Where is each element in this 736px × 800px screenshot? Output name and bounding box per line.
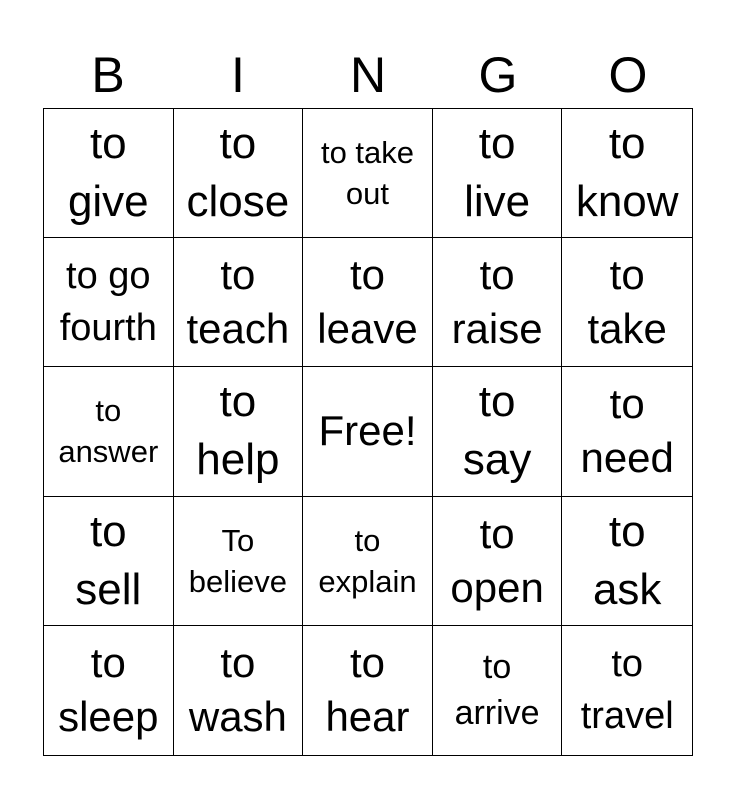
cell-text: to arrive <box>454 648 540 733</box>
cell-text: to raise <box>451 251 543 353</box>
bingo-cell[interactable] <box>562 238 692 367</box>
free-space-text: Free! <box>318 407 417 455</box>
header-letter-n: N <box>349 47 387 103</box>
header-letter-b: B <box>91 47 125 103</box>
bingo-cell[interactable] <box>303 238 433 367</box>
cell-text: to live <box>464 119 531 227</box>
bingo-cell[interactable] <box>562 367 692 496</box>
bingo-cell[interactable] <box>174 238 304 367</box>
bingo-grid <box>43 108 693 756</box>
bingo-cell[interactable] <box>562 626 692 755</box>
cell-text: To believe <box>188 522 288 599</box>
free-space-cell[interactable] <box>303 367 433 496</box>
header-letter-o: O <box>608 47 648 103</box>
cell-text: to leave <box>317 251 418 353</box>
cell-text: to wash <box>188 639 287 741</box>
cell-text: to travel <box>580 643 674 738</box>
bingo-cell[interactable] <box>433 238 563 367</box>
cell-text: to sleep <box>58 639 159 741</box>
header-letter-g: G <box>478 47 518 103</box>
bingo-cell[interactable] <box>562 109 692 238</box>
bingo-header <box>43 44 693 106</box>
bingo-cell[interactable] <box>303 497 433 626</box>
bingo-cell[interactable] <box>174 109 304 238</box>
cell-text: to take <box>587 251 667 353</box>
bingo-cell[interactable] <box>44 367 174 496</box>
header-letter-i: I <box>231 47 245 103</box>
bingo-cell[interactable] <box>174 367 304 496</box>
cell-text: to help <box>196 377 280 485</box>
bingo-cell[interactable] <box>44 626 174 755</box>
bingo-cell[interactable] <box>174 626 304 755</box>
cell-text: to explain <box>318 522 417 599</box>
cell-text: to open <box>450 509 544 611</box>
bingo-cell[interactable] <box>303 626 433 755</box>
bingo-cell[interactable] <box>433 367 563 496</box>
bingo-cell[interactable] <box>433 109 563 238</box>
cell-text: to know <box>575 119 679 227</box>
cell-text: to sell <box>75 506 142 614</box>
bingo-cell[interactable] <box>433 497 563 626</box>
bingo-cell[interactable] <box>44 238 174 367</box>
cell-text: to give <box>67 119 149 227</box>
cell-text: to take out <box>320 135 415 212</box>
cell-text: to hear <box>325 639 410 741</box>
cell-text: to close <box>186 119 290 227</box>
bingo-cell[interactable] <box>303 109 433 238</box>
bingo-cell[interactable] <box>562 497 692 626</box>
cell-text: to go fourth <box>59 255 157 350</box>
cell-text: to teach <box>186 251 290 353</box>
bingo-cell[interactable] <box>174 497 304 626</box>
bingo-cell[interactable] <box>44 497 174 626</box>
cell-text: to need <box>580 380 674 482</box>
bingo-cell[interactable] <box>44 109 174 238</box>
cell-text: to say <box>462 377 532 485</box>
bingo-cell[interactable] <box>433 626 563 755</box>
cell-text: to ask <box>592 506 662 614</box>
cell-text: to answer <box>58 393 159 470</box>
